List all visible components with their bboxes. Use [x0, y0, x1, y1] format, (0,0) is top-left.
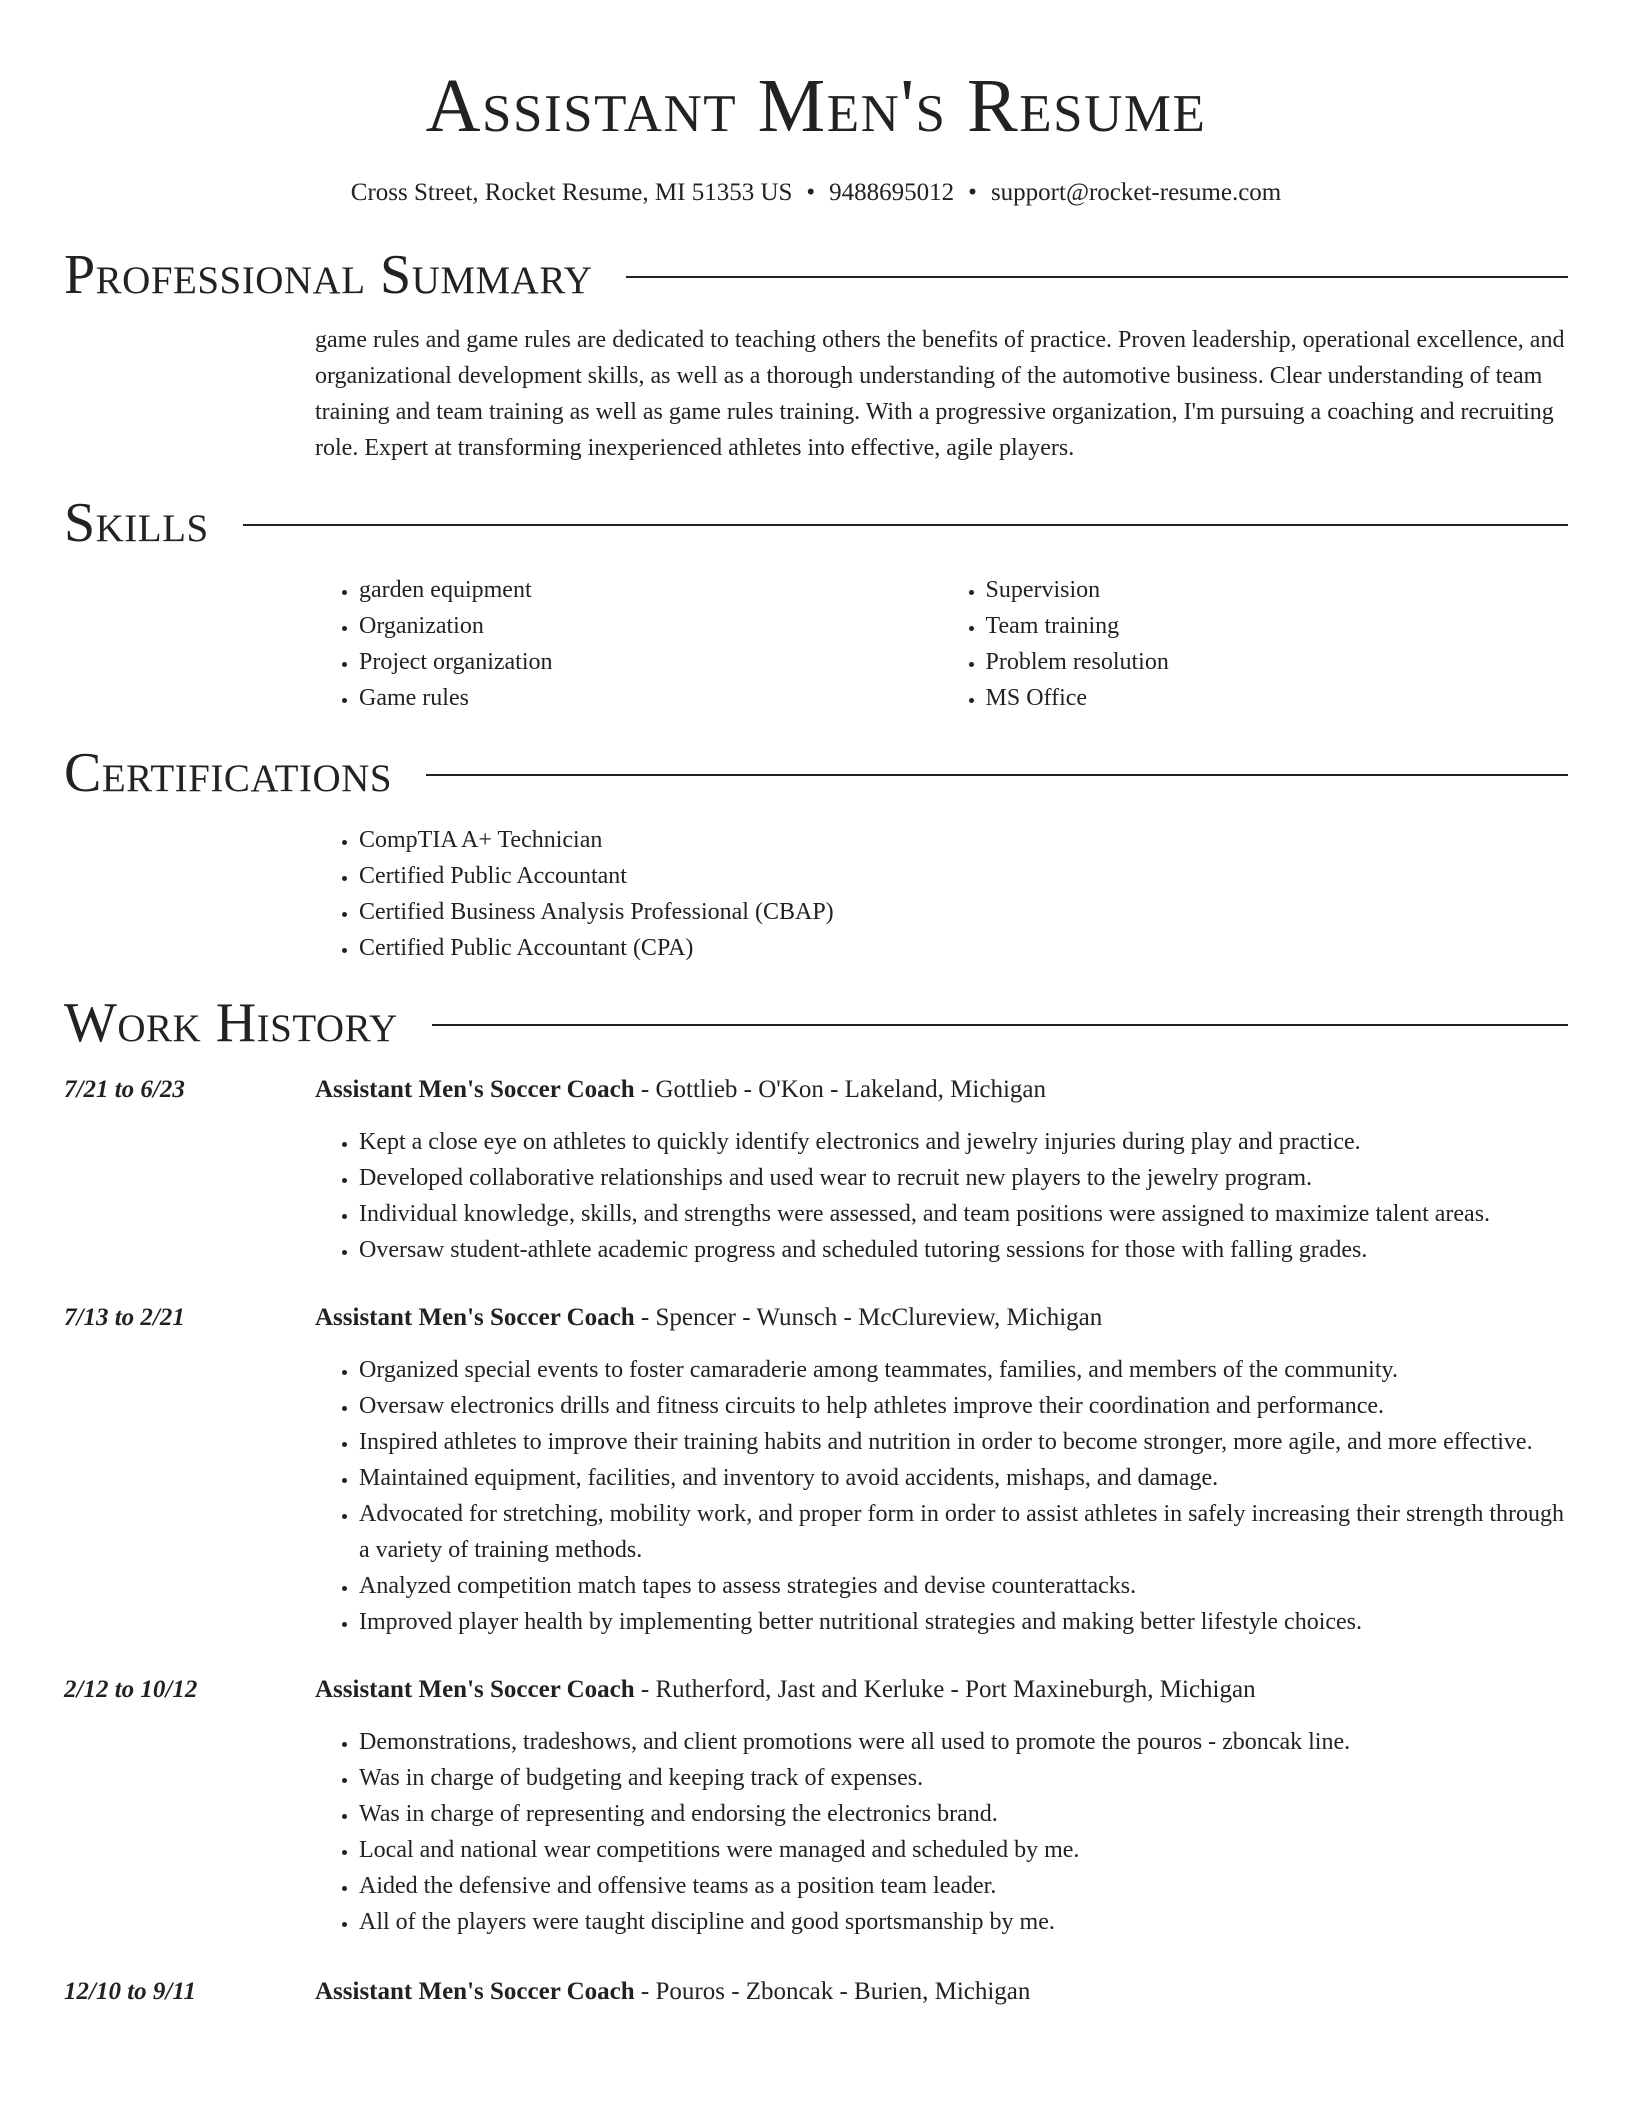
- certifications-list: [315, 822, 1568, 966]
- skills-column-right: [942, 572, 1569, 716]
- contact-email: support@rocket-resume.com: [990, 179, 1282, 206]
- work-history-header: [64, 988, 1568, 1058]
- contact-separator: •: [968, 179, 977, 206]
- job-bullet: • Was in charge of representing and endorsing the electronics brand.: [359, 1796, 1568, 1832]
- job-title-line: [315, 1072, 1568, 1108]
- certifications-header: [64, 738, 1568, 808]
- skill-item: • Organization: [359, 608, 942, 644]
- job-body: [315, 1974, 1568, 2010]
- skill-item: • Supervision: [986, 572, 1569, 608]
- job-bullet: • Maintained equipment, facilities, and inventory to avoid accidents, mishaps, and damage.: [359, 1460, 1568, 1496]
- job-bullet: • Oversaw electronics drills and fitness circuits to help athletes improve their coordination and performance.: [359, 1388, 1568, 1424]
- job-entry: [64, 1974, 1568, 2010]
- job-bullet: • Advocated for stretching, mobility work, and proper form in order to assist athletes in safely increasing their strength through a variety of training methods.: [359, 1496, 1568, 1568]
- job-title: Assistant Men's Soccer Coach: [315, 1076, 635, 1103]
- summary-section: [64, 240, 1568, 466]
- summary-body: [315, 322, 1568, 466]
- job-body: [315, 1072, 1568, 1268]
- skill-item: • garden equipment: [359, 572, 942, 608]
- skill-item: • MS Office: [986, 680, 1569, 716]
- job-bullet: • Oversaw student-athlete academic progress and scheduled tutoring sessions for those with falling grades.: [359, 1232, 1568, 1268]
- job-dates: 7/13 to 2/21: [64, 1304, 185, 1331]
- job-entry: [64, 1672, 1568, 1940]
- contact-address: Cross Street, Rocket Resume, MI 51353 US: [350, 179, 793, 206]
- job-bullet: • Analyzed competition match tapes to assess strategies and devise counterattacks.: [359, 1568, 1568, 1604]
- job-bullet: • Inspired athletes to improve their training habits and nutrition in order to become stronger, more agile, and more effective.: [359, 1424, 1568, 1460]
- job-bullet: • Was in charge of budgeting and keeping track of expenses.: [359, 1760, 1568, 1796]
- resume-name: Assistant Men's Resume: [425, 64, 1207, 148]
- job-title: Assistant Men's Soccer Coach: [315, 1304, 635, 1331]
- job-bullet: • Demonstrations, tradeshows, and client promotions were all used to promote the pouros - zboncak line.: [359, 1724, 1568, 1760]
- section-divider: [243, 524, 1568, 526]
- job-dates: 2/12 to 10/12: [64, 1676, 198, 1703]
- skill-item: • Project organization: [359, 644, 942, 680]
- job-title-line: [315, 1974, 1568, 2010]
- job-employer: - Gottlieb - O'Kon - Lakeland, Michigan: [634, 1076, 1046, 1103]
- job-employer: - Pouros - Zboncak - Burien, Michigan: [634, 1978, 1031, 2005]
- job-dates: 7/21 to 6/23: [64, 1076, 185, 1103]
- job-bullet: • Developed collaborative relationships and used wear to recruit new players to the jewelry program.: [359, 1160, 1568, 1196]
- job-title: Assistant Men's Soccer Coach: [315, 1676, 635, 1703]
- certification-item: • Certified Business Analysis Professional (CBAP): [359, 894, 1568, 930]
- job-employer: - Spencer - Wunsch - McClureview, Michigan: [634, 1304, 1103, 1331]
- skill-item: • Problem resolution: [986, 644, 1569, 680]
- job-bullet: • Organized special events to foster camaraderie among teammates, families, and members of the community.: [359, 1352, 1568, 1388]
- contact-line: [64, 178, 1568, 208]
- certification-item: • CompTIA A+ Technician: [359, 822, 1568, 858]
- job-bullet: • Local and national wear competitions were managed and scheduled by me.: [359, 1832, 1568, 1868]
- section-divider: [432, 1024, 1568, 1026]
- summary-text: game rules and game rules are dedicated to teaching others the benefits of practice. Proven leadership, operational excellence, and organizational development skills, as well as a thorough understanding of the automotive business. Clear understanding of team training and team training as well as game rules training. With a progressive organization, I'm pursuing a coaching and recruiting role. Expert at transforming inexperienced athletes into effective, agile players.: [315, 327, 1565, 461]
- job-bullet: • Kept a close eye on athletes to quickly identify electronics and jewelry injuries during play and practice.: [359, 1124, 1568, 1160]
- certification-item: • Certified Public Accountant (CPA): [359, 930, 1568, 966]
- skills-header: [64, 488, 1568, 558]
- job-bullets: [315, 1724, 1568, 1940]
- job-bullet: • Individual knowledge, skills, and strengths were assessed, and team positions were assigned to maximize talent areas.: [359, 1196, 1568, 1232]
- job-bullet: • Aided the defensive and offensive teams as a position team leader.: [359, 1868, 1568, 1904]
- skills-column-left: [315, 572, 942, 716]
- contact-phone: 9488695012: [829, 179, 955, 206]
- job-bullet: • Improved player health by implementing better nutritional strategies and making better lifestyle choices.: [359, 1604, 1568, 1640]
- section-divider: [626, 276, 1568, 278]
- summary-header: [64, 240, 1568, 310]
- job-employer: - Rutherford, Jast and Kerluke - Port Maxineburgh, Michigan: [634, 1676, 1256, 1703]
- summary-title: Professional Summary: [64, 244, 593, 306]
- certifications-title: Certifications: [64, 742, 393, 804]
- skills-section: [64, 488, 1568, 716]
- job-body: [315, 1300, 1568, 1640]
- skill-item: • Team training: [986, 608, 1569, 644]
- job-bullets: [315, 1352, 1568, 1640]
- certifications-section: [64, 738, 1568, 966]
- skill-item: • Game rules: [359, 680, 942, 716]
- job-body: [315, 1672, 1568, 1940]
- job-bullet: • All of the players were taught discipline and good sportsmanship by me.: [359, 1904, 1568, 1940]
- job-title: Assistant Men's Soccer Coach: [315, 1978, 635, 2005]
- job-bullets: [315, 1124, 1568, 1268]
- job-title-line: [315, 1672, 1568, 1708]
- work-history-title: Work History: [64, 992, 398, 1054]
- skills-list: [315, 572, 1568, 716]
- job-dates: 12/10 to 9/11: [64, 1978, 196, 2005]
- job-title-line: [315, 1300, 1568, 1336]
- job-entry: [64, 1072, 1568, 1268]
- contact-separator: •: [806, 179, 816, 206]
- section-divider: [426, 774, 1568, 776]
- skills-title: Skills: [64, 492, 209, 554]
- work-history-section: [64, 988, 1568, 2010]
- job-entry: [64, 1300, 1568, 1640]
- certification-item: • Certified Public Accountant: [359, 858, 1568, 894]
